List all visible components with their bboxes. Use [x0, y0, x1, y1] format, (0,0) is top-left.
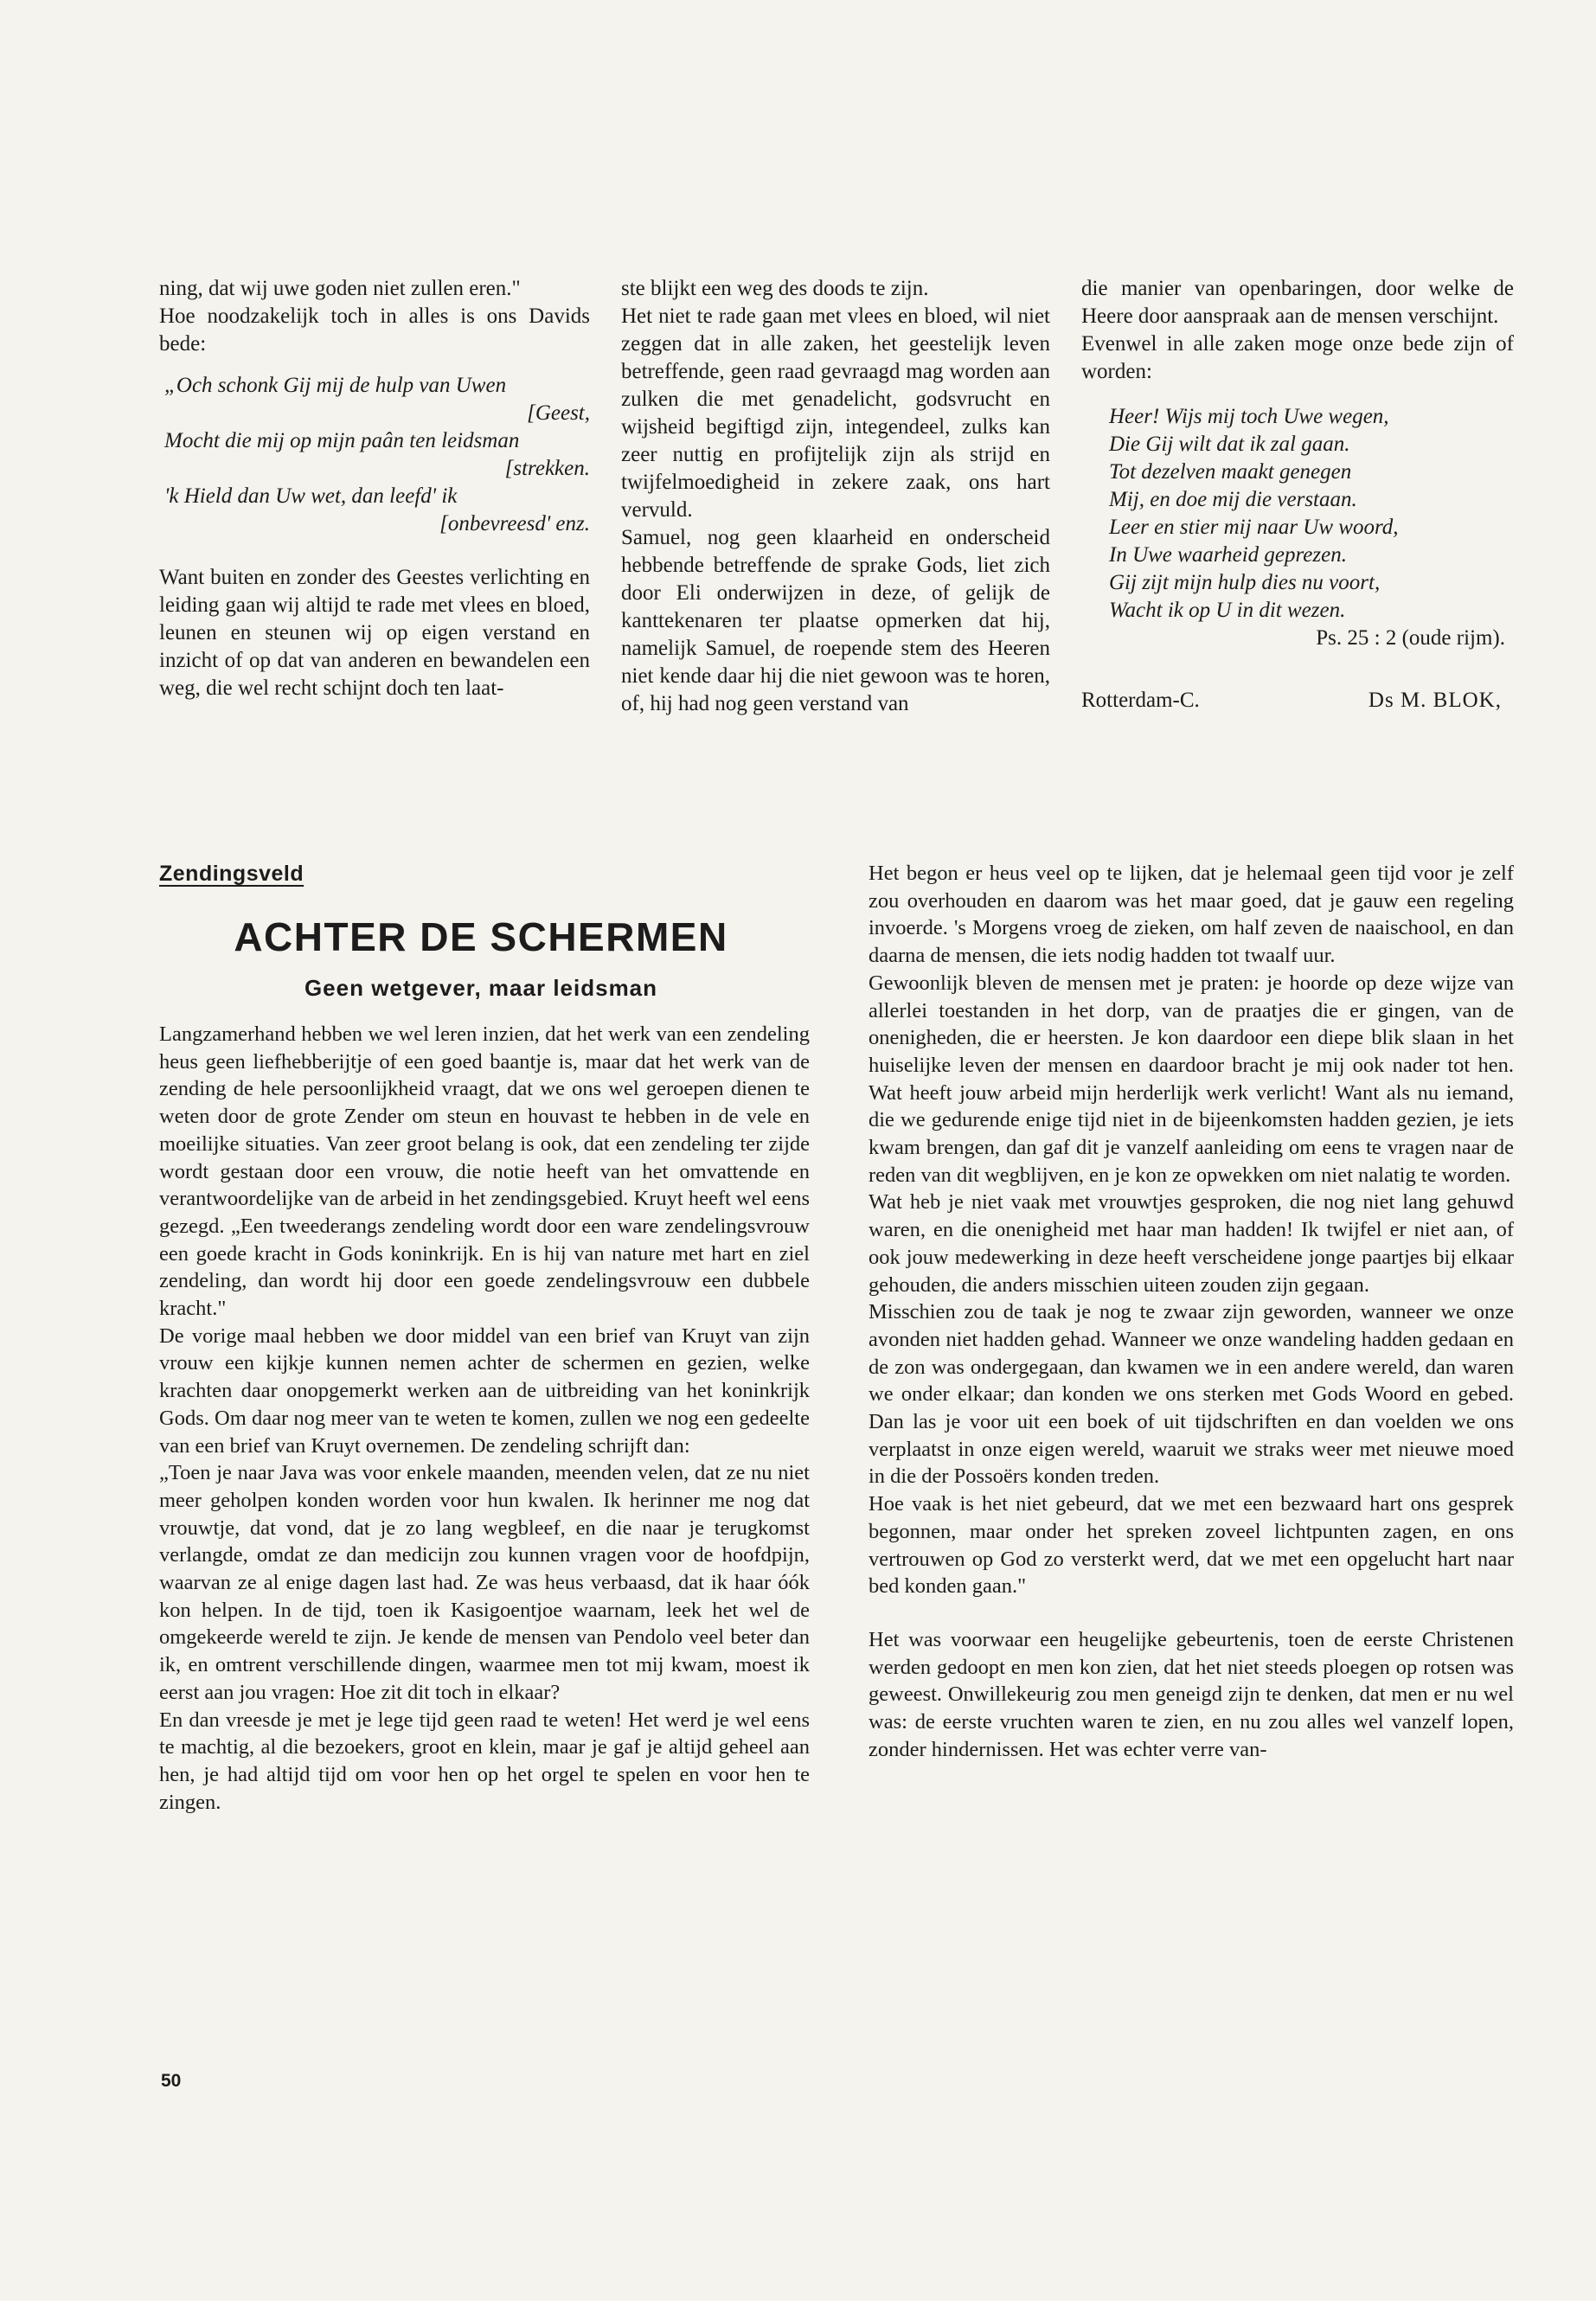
poem-line: Heer! Wijs mij toch Uwe wegen, — [1109, 405, 1389, 428]
top-col3-paragraph: Evenwel in alle zaken moge onze bede zijn of worden: — [1081, 332, 1514, 383]
article-column-left — [159, 1021, 810, 1816]
section-label: Zendingsveld — [159, 862, 304, 886]
page-number: 50 — [161, 2071, 182, 2091]
article-paragraph: Het was voorwaar een heugelijke gebeurtenis, toen de eerste Christenen werden gedoopt en men kon zien, dat het niet steeds ploegen op rotsen was geweest. Onwillekeurig zou men geneigd zijn te denken, dat men er nu wel was: de eerste vruchten waren te zien, en nu zou alles wel vanzelf lopen, zonder hindernissen. Het was echter verre van- — [869, 1627, 1514, 1761]
top-col1-paragraph: Want buiten en zonder des Geestes verlichting en leiding gaan wij altijd te rade met vlees en bloed, leunen en steunen wij op eigen verstand en inzicht of op dat van anderen en bewandelen een weg, die wel recht schijnt doch ten laat- — [159, 566, 590, 700]
top-col2-paragraph: Het niet te rade gaan met vlees en bloed, wil niet zeggen dat in alle zaken, het geestelijk leven betreffende, geen raad gevraagd mag worden aan zulken die met genadelicht, godsvrucht en wijsheid begiftigd zijn, integendeel, zulks kan zeer nuttig en profijtelijk zijn als strijd en twijfelmoedigheid in zekere zaak, ons hart vervuld. — [621, 304, 1050, 522]
poem-line: 'k Hield dan Uw wet, dan leefd' ik — [164, 484, 458, 508]
article-paragraph: Hoe vaak is het niet gebeurd, dat we met een bezwaard hart ons gesprek begonnen, maar onder het spreken zoveel lichtpunten zagen, en ons vertrouwen op God zo versterkt werd, dat we met een opgelucht hart naar bed konden gaan." — [869, 1492, 1514, 1599]
poem-line: Mocht die mij op mijn paân ten leidsman — [164, 429, 520, 452]
article-paragraph: „Toen je naar Java was voor enkele maanden, meenden velen, dat ze nu niet meer geholpen konden worden voor hun kwalen. Ik herinner me nog dat vrouwtje, dat vond, dat je zo lang wegbleef, en die naar je terugkomst verlangde, omdat ze dan medicijn zou kunnen vragen voor de hoofdpijn, waarvan ze al enige dagen last had. Ze was heus verbaasd, dat ik haar óók kon helpen. In de tijd, toen ik Kasigoentjoe waarnam, leek het wel de omgekeerde wereld te zijn. Je kende de mensen van Pendolo veel beter dan ik, en omtrent verschillende dingen, waarmee men tot mij kwam, moest ik eerst aan jou vragen: Hoe zit dit toch in elkaar? — [159, 1461, 810, 1704]
article-paragraph: Misschien zou de taak je nog te zwaar zijn geworden, wanneer we onze avonden niet hadden gehad. Wanneer we onze wandeling hadden gedaan en de zon was ondergegaan, dan kwamen we in een andere wereld, dan waren we onder elkaar; dan konden we ons sterken met Gods Woord en gebed. Dan las je voor uit een boek of uit tijdschriften en dan voelden we ons verplaatst in onze eigen wereld, waaruit we straks weer met nieuwe moed in die der Possoërs konden treden. — [869, 1300, 1514, 1489]
poem-line: [onbevreesd' enz. — [439, 512, 590, 535]
psalm-reference: Ps. 25 : 2 (oude rijm). — [1316, 626, 1505, 650]
top-col2-paragraph: Samuel, nog geen klaarheid en onderscheid hebbende betreffende de sprake Gods, liet zich door Eli onderwijzen in deze, of gelijk de kanttekenaren ter plaatse opmerken dat hij, namelijk Samuel, de roepende stem des Heeren niet kende daar hij die niet gewoon was te horen, of, hij had nog geen verstand van — [621, 526, 1050, 715]
poem-line: Leer en stier mij naar Uw woord, — [1109, 516, 1399, 539]
poem-line: In Uwe waarheid geprezen. — [1109, 543, 1347, 567]
top-column-3 — [1081, 275, 1514, 715]
article-subtitle: Geen wetgever, maar leidsman — [304, 975, 658, 1001]
poem-line: Tot dezelven maakt genegen — [1109, 460, 1352, 484]
top-column-1 — [159, 275, 590, 702]
poem-line: Gij zijt mijn hulp dies nu voort, — [1109, 571, 1381, 594]
signature — [1081, 687, 1514, 715]
poem-line: Wacht ik op U in dit wezen. — [1109, 599, 1346, 622]
top-column-2 — [621, 275, 1050, 718]
poem-line: Mij, en doe mij die verstaan. — [1109, 488, 1357, 511]
article-paragraph: Wat heb je niet vaak met vrouwtjes gesproken, die nog niet lang gehuwd waren, en die onenigheid met haar man hadden! Ik twijfel er niet aan, of ook jouw medewerking in deze heeft verscheidene jonge paartjes bij elkaar gehouden, die anders misschien uiteen zouden zijn gegaan. — [869, 1190, 1514, 1297]
signature-author: Ds M. BLOK, — [1368, 689, 1502, 712]
article-paragraph: Langzamerhand hebben we wel leren inzien, dat het werk van een zendeling heus geen liefhebberijtje of een goed baantje is, maar dat het werk van de zending de hele persoonlijkheid vraagt, dat we ons wel geroepen dienen te weten door de grote Zender om steun en houvast te hebben in de vele en moeilijke situaties. Van zeer groot belang is ook, dat een zendeling ter zijde wordt gestaan door een vrouw, die notie heeft van het omvattende en verantwoordelijke van de arbeid in het zendingsgebied. Kruyt heeft wel eens gezegd. „Een tweederangs zendeling wordt door een ware zendelingsvrouw een goede kracht in Gods koninkrijk. En is hij van nature met hart en ziel zendeling, dan wordt hij door een goede zendelingsvrouw een dubbele kracht." — [159, 1022, 810, 1321]
poem-line: „Och schonk Gij mij de hulp van Uwen — [164, 374, 507, 397]
psalm-verse — [1081, 403, 1514, 625]
top-col3-paragraph: die manier van openbaringen, door welke de Heere door aanspraak aan de mensen verschijnt. — [1081, 277, 1514, 328]
poem-line: [strekken. — [504, 457, 590, 480]
top-col1-paragraph: Hoe noodzakelijk toch in alles is ons Davids bede: — [159, 304, 590, 356]
signature-place: Rotterdam-C. — [1081, 689, 1200, 712]
article-column-right — [869, 860, 1514, 1764]
article-paragraph: Het begon er heus veel op te lijken, dat je helemaal geen tijd voor je zelf zou overhouden en daarom was het maar goed, dat je gauw een regeling invoerde. 's Morgens vroeg de zieken, om half zeven de naaischool, en dan daarna de mensen, die iets nodig hadden tot twaalf uur. — [869, 862, 1514, 968]
poem-line: Die Gij wilt dat ik zal gaan. — [1109, 433, 1350, 456]
top-col1-paragraph: ning, dat wij uwe goden niet zullen eren." — [159, 277, 521, 300]
poem-line: [Geest, — [527, 401, 590, 425]
article-paragraph: En dan vreesde je met je lege tijd geen raad te weten! Het werd je wel eens te machtig, al die bezoekers, groot en klein, maar je gaf je altijd geheel aan hen, je had altijd tijd om voor hen op het orgel te spelen en voor hen te zingen. — [159, 1708, 810, 1814]
psalm-quote — [159, 372, 590, 538]
article-paragraph: Gewoonlijk bleven de mensen met je praten: je hoorde op deze wijze van allerlei toestanden in het dorp, van de praatjes die er gingen, van de onenigheden, die er heersten. Je kon daardoor een diepe blik slaan in het huiselijke leven der mensen en daardoor bracht je mij ook nader tot hen. Wat heeft jouw arbeid mijn herderlijk werk verlicht! Want als nu iemand, die we gedurende enige tijd niet in de bijeenkomsten hadden gezien, je iets kwam brengen, dan gaf dit je vanzelf aanleiding om eens te vragen naar de reden van dit wegblijven, en je kon ze opwekken om niet nalatig te worden. — [869, 971, 1514, 1187]
article-title: ACHTER DE SCHERMEN — [234, 914, 728, 959]
top-col2-paragraph: ste blijkt een weg des doods te zijn. — [621, 277, 929, 300]
article-paragraph: De vorige maal hebben we door middel van een brief van Kruyt van zijn vrouw een kijkje kunnen nemen achter de schermen en gezien, welke krachten daar onopgemerkt werken aan de uitbreiding van het koninkrijk Gods. Om daar nog meer van te weten te komen, zullen we nog een gedeelte van een brief van Kruyt overnemen. De zendeling schrijft dan: — [159, 1324, 810, 1458]
